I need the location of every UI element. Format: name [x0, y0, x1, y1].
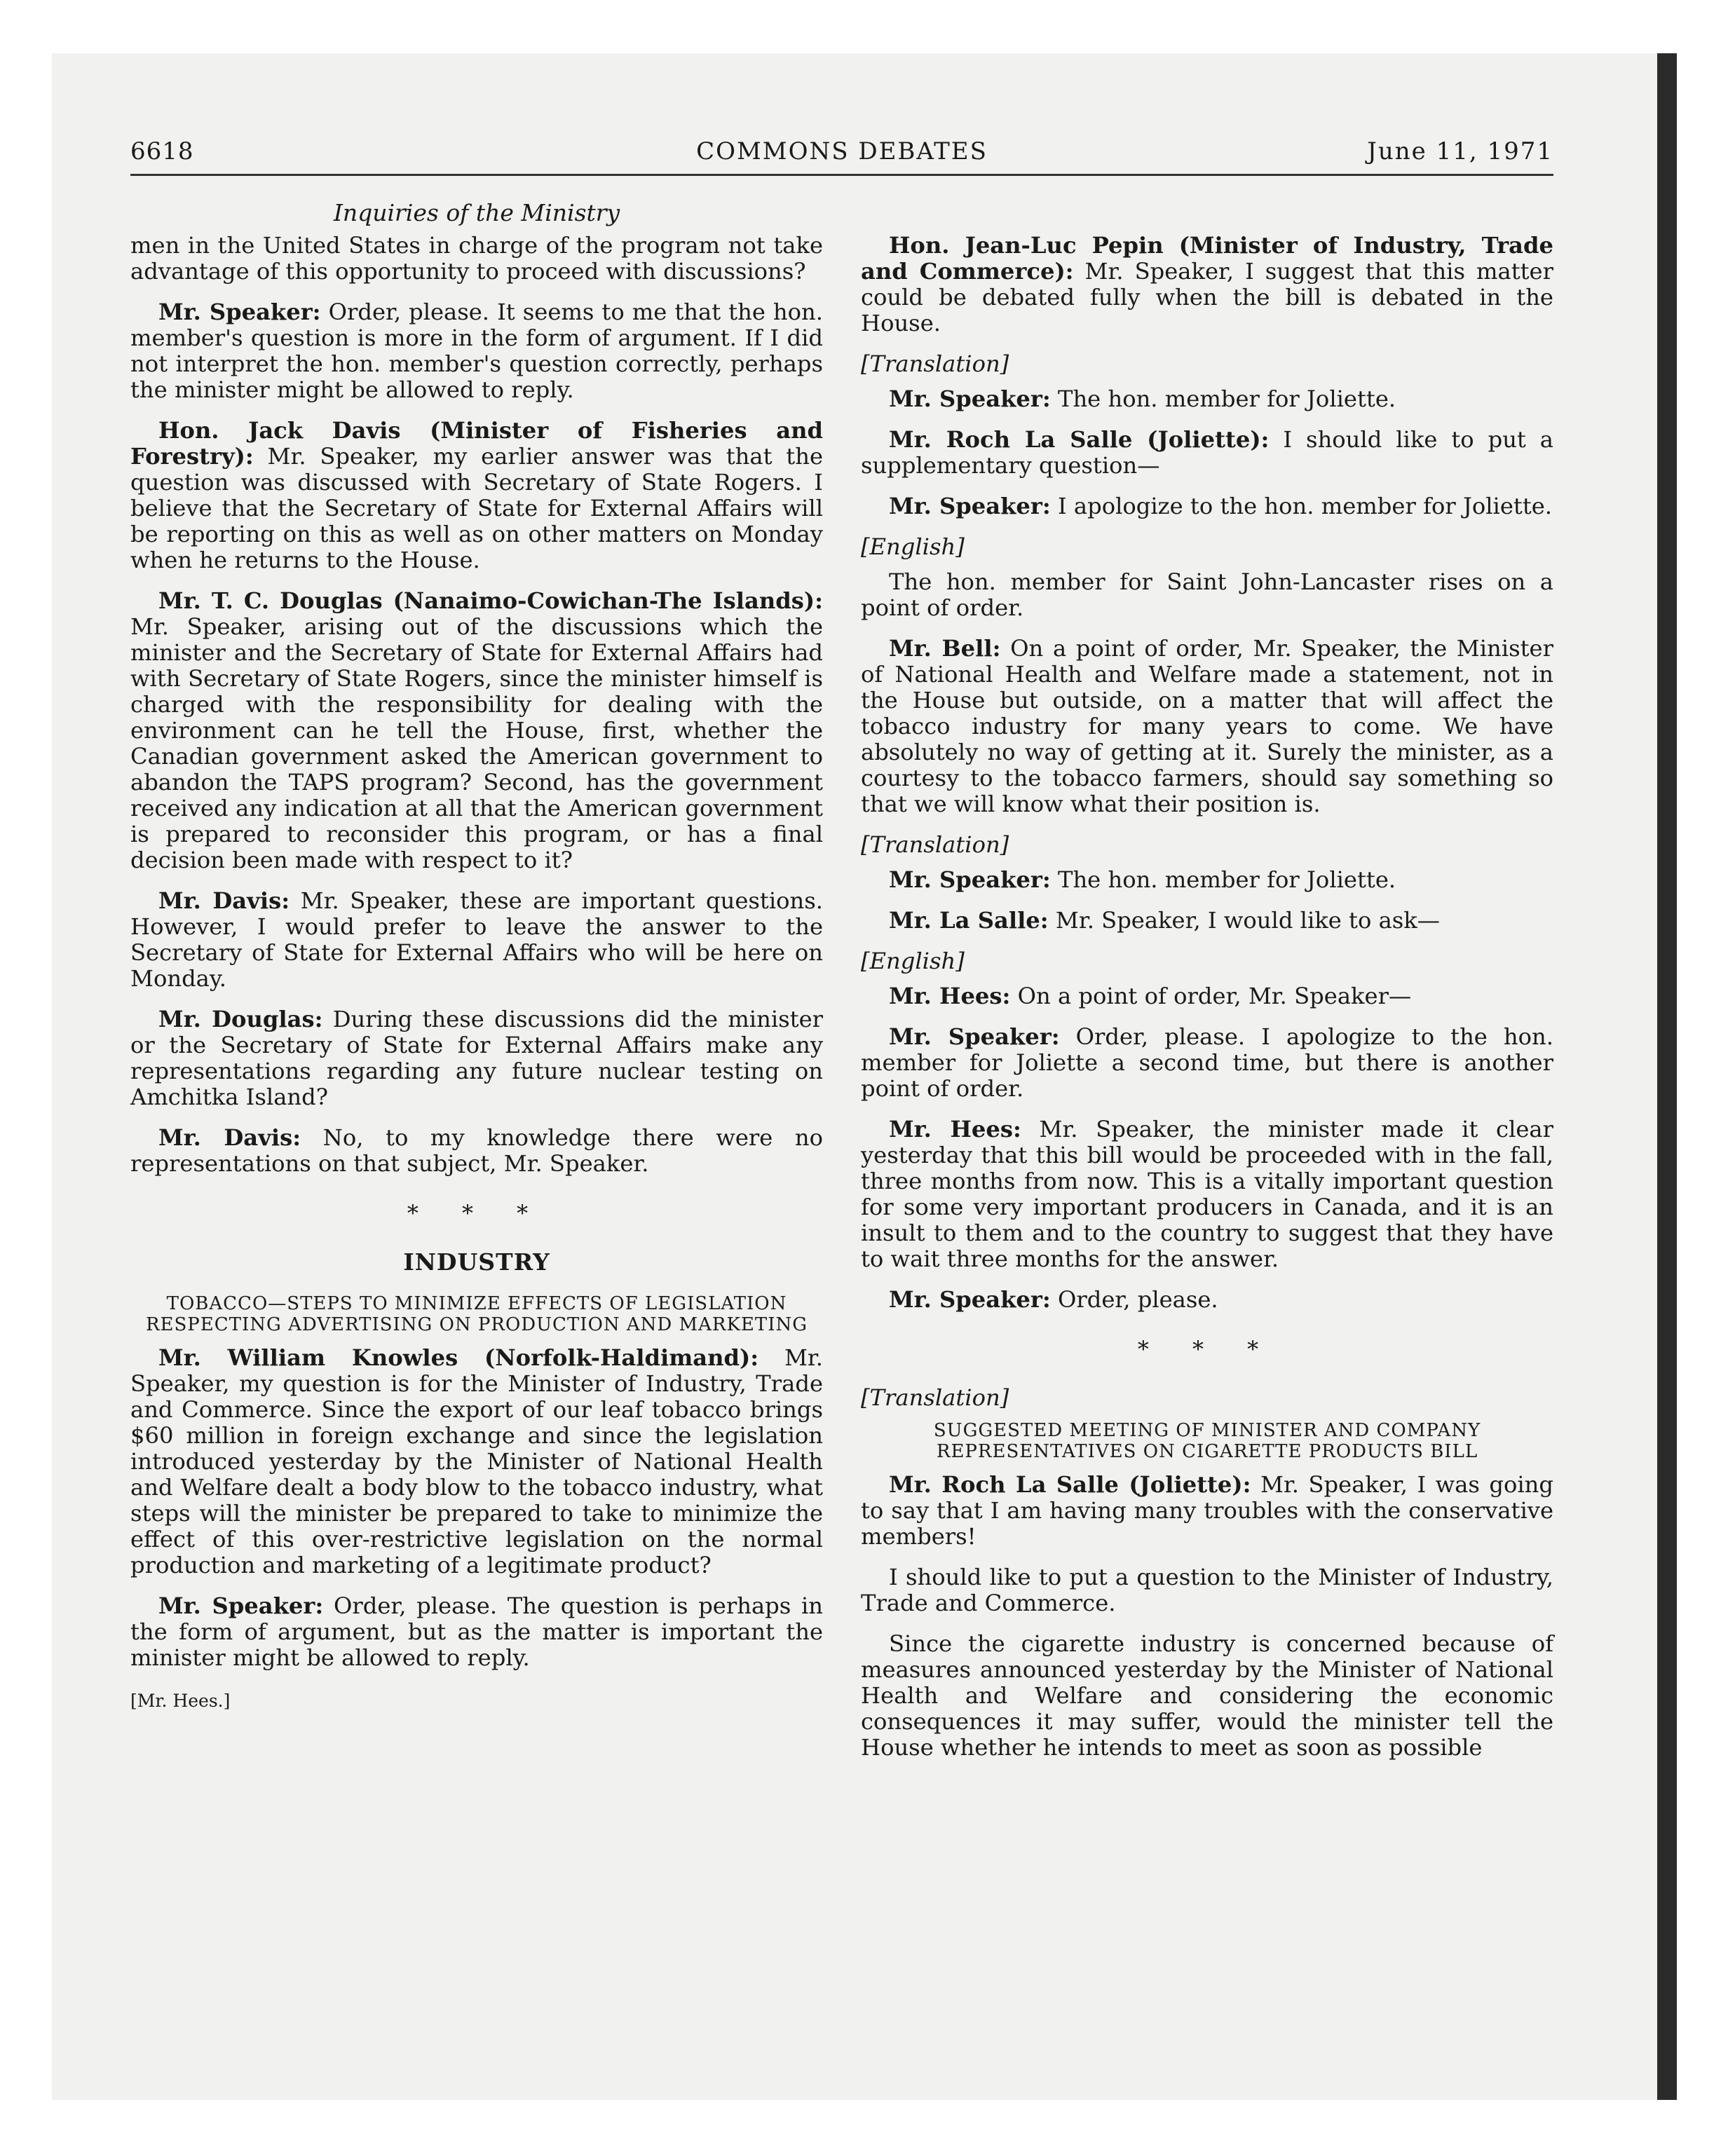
- paragraph: [861, 233, 1553, 336]
- paragraph-text: Mr. Speaker, my question is for the Minister of Industry, Trade and Commerce. Since the export of our leaf tobacco brings $60 million in foreign exchange and since the legislation introduced yesterday by the Minister of National Health and Welfare dealt a body blow to the tobacco industry, what steps will the minister be prepared to take to minimize the effect of this over-restrictive legislation on the normal production and marketing of a legitimate product?: [130, 1344, 823, 1578]
- page-number: 6618: [130, 137, 194, 165]
- paragraph-text: Order, please.: [1050, 1286, 1218, 1313]
- subject-heading: TOBACCO—STEPS TO MINIMIZE EFFECTS OF LEGISLATION RESPECTING ADVERTISING ON PRODUCTION AND MARKETING: [145, 1293, 808, 1335]
- paragraph-text: The hon. member for Saint John-Lancaster rises on a point of order.: [861, 568, 1553, 621]
- section-separator: * * *: [407, 1200, 547, 1227]
- paragraph: [861, 386, 1553, 412]
- footnote: [Mr. Hees.]: [130, 1691, 231, 1711]
- paragraph-text: Mr. Speaker, these are important questions. However, I would prefer to leave the answer to the Secretary of State for External Affairs who will be here on Monday.: [130, 887, 823, 992]
- publication-title: COMMONS DEBATES: [696, 137, 988, 165]
- paragraph-text: I should like to put a supplementary question—: [861, 426, 1554, 479]
- section-separator: * * *: [1137, 1336, 1277, 1363]
- paragraph: [861, 1024, 1553, 1102]
- subject-heading: SUGGESTED MEETING OF MINISTER AND COMPANY REPRESENTATIVES ON CIGARETTE PRODUCTS BILL: [933, 1420, 1481, 1462]
- paragraph: [861, 908, 1553, 934]
- paragraph-text: Mr. Speaker, the minister made it clear yesterday that this bill would be proceeded with in the fall, three months from now. This is a vitally important question for some very important producers in Canada, and it is an insult to them and to the country to suggest that they have to wait three months for the answer.: [861, 1116, 1553, 1272]
- speaker-name: Mr. Speaker:: [889, 493, 1051, 519]
- speaker-name: Mr. Speaker:: [158, 1592, 324, 1619]
- speaker-name: Mr. Speaker:: [889, 1023, 1060, 1050]
- language-tag: [English]: [861, 948, 965, 974]
- page-date: June 11, 1971: [1367, 137, 1553, 165]
- paragraph-text: Order, please. I apologize to the hon. member for Joliette a second time, but there is another point of order.: [861, 1023, 1553, 1102]
- page-header: [130, 137, 1553, 176]
- paragraph-text: Mr. Speaker, I would like to ask—: [1048, 907, 1440, 934]
- paragraph-text: Mr. Speaker, I suggest that this matter could be debated fully when the bill is debated in the House.: [861, 258, 1553, 336]
- speaker-name: Mr. T. C. Douglas (Nanaimo-Cowichan-The Islands):: [158, 587, 823, 614]
- right-column: [861, 233, 1553, 1775]
- scan-edge-shadow: [1657, 53, 1677, 2100]
- speaker-name: Mr. Roch La Salle (Joliette):: [889, 426, 1270, 453]
- speaker-name: Mr. Speaker:: [158, 299, 321, 325]
- language-tag: [Translation]: [861, 1384, 1009, 1411]
- language-tag: [Translation]: [861, 350, 1009, 377]
- speaker-name: Mr. Davis:: [158, 1124, 301, 1151]
- paragraph: [861, 1631, 1553, 1761]
- speaker-name: Mr. William Knowles (Norfolk-Haldimand):: [158, 1344, 759, 1371]
- paragraph-text: Order, please. It seems to me that the hon. member's question is more in the form of argument. If I did not interpret the hon. member's question correctly, perhaps the minister might be allowed to reply.: [130, 299, 823, 403]
- left-column: [130, 233, 823, 1714]
- paragraph: [861, 983, 1553, 1009]
- paragraph-text: Mr. Speaker, my earlier answer was that the question was discussed with Secretary of State Rogers. I believe that the Secretary of State for External Affairs will be reporting on this as well as on other matters on Monday when he returns to the House.: [130, 443, 823, 573]
- paragraph-text: During these discussions did the minister or the Secretary of State for External Affairs make any representations regarding any future nuclear testing on Amchitka Island?: [130, 1006, 824, 1110]
- speaker-name: Mr. Roch La Salle (Joliette):: [889, 1471, 1251, 1498]
- paragraph: [861, 1287, 1553, 1313]
- paragraph: [130, 1007, 823, 1110]
- paragraph-text: The hon. member for Joliette.: [1050, 866, 1396, 893]
- speaker-name: Mr. La Salle:: [889, 907, 1049, 934]
- paragraph: [130, 1593, 823, 1671]
- paragraph: [130, 1125, 823, 1177]
- speaker-name: Mr. Hees:: [889, 983, 1011, 1009]
- paragraph: [130, 888, 823, 992]
- paragraph-text: men in the United States in charge of the program not take advantage of this opportunity to proceed with discussions?: [130, 232, 823, 285]
- paragraph: [130, 588, 823, 873]
- paragraph: [130, 1345, 823, 1578]
- paragraph-text: No, to my knowledge there were no representations on that subject, Mr. Speaker.: [130, 1124, 823, 1177]
- paragraph: [861, 636, 1553, 817]
- speaker-name: Hon. Jack Davis (Minister of Fisheries and Forestry):: [130, 417, 823, 470]
- speaker-name: Mr. Speaker:: [889, 386, 1051, 412]
- speaker-name: Mr. Speaker:: [889, 1286, 1051, 1313]
- language-tag: [Translation]: [861, 831, 1009, 858]
- paragraph-text: I apologize to the hon. member for Joliette.: [1050, 493, 1553, 519]
- paragraph: [861, 1472, 1553, 1550]
- speaker-name: Mr. Speaker:: [889, 866, 1051, 893]
- paragraph: [861, 1564, 1553, 1616]
- paragraph-text: Mr. Speaker, I was going to say that I am having many troubles with the conservative members!: [861, 1471, 1554, 1550]
- paragraph: [130, 299, 823, 403]
- speaker-name: Mr. Douglas:: [158, 1006, 323, 1032]
- paragraph: [861, 1117, 1553, 1272]
- paragraph-text: The hon. member for Joliette.: [1050, 386, 1396, 412]
- paragraph-text: Since the cigarette industry is concerned because of measures announced yesterday by the Minister of National Health and Welfare and considering the economic consequences it may suffer, would the minister tell the House whether he intends to meet as soon as possible: [861, 1630, 1553, 1761]
- speaker-name: Mr. Hees:: [889, 1116, 1021, 1142]
- paragraph-text: I should like to put a question to the Minister of Industry, Trade and Commerce.: [861, 1564, 1553, 1616]
- language-tag: [English]: [861, 533, 965, 560]
- speaker-name: Mr. Bell:: [889, 635, 1001, 662]
- paragraph: [861, 427, 1553, 479]
- paragraph: [861, 569, 1553, 621]
- paragraph: [130, 233, 823, 285]
- paragraph: [861, 493, 1553, 519]
- speaker-name: Mr. Davis:: [158, 887, 290, 914]
- paragraph-text: On a point of order, Mr. Speaker, the Minister of National Health and Welfare made a statement, not in the House but outside, on a matter that will affect the tobacco industry for many years to come. We have absolutely no way of getting at it. Surely the minister, as a courtesy to the tobacco farmers, should say something so that we will know what their position is.: [861, 635, 1553, 817]
- paragraph: [130, 418, 823, 573]
- paragraph-text: Order, please. The question is perhaps in the form of argument, but as the matter is important the minister might be allowed to reply.: [130, 1592, 824, 1671]
- section-subheading: Inquiries of the Ministry: [333, 199, 620, 226]
- paragraph: [861, 867, 1553, 893]
- paragraph-text: On a point of order, Mr. Speaker—: [1010, 983, 1412, 1009]
- paragraph-text: Mr. Speaker, arising out of the discussions which the minister and the Secretary of State for External Affairs had with Secretary of State Rogers, since the minister himself is charged with the responsibility for dealing with the environment can he tell the House, first, whether the Canadian government asked the American government to abandon the TAPS program? Second, has the government received any indication at all that the American government is prepared to reconsider this program, or has a final decision been made with respect to it?: [130, 613, 823, 873]
- speaker-name: Hon. Jean-Luc Pepin (Minister of Industry, Trade and Commerce):: [861, 232, 1553, 285]
- section-heading: INDUSTRY: [403, 1248, 550, 1276]
